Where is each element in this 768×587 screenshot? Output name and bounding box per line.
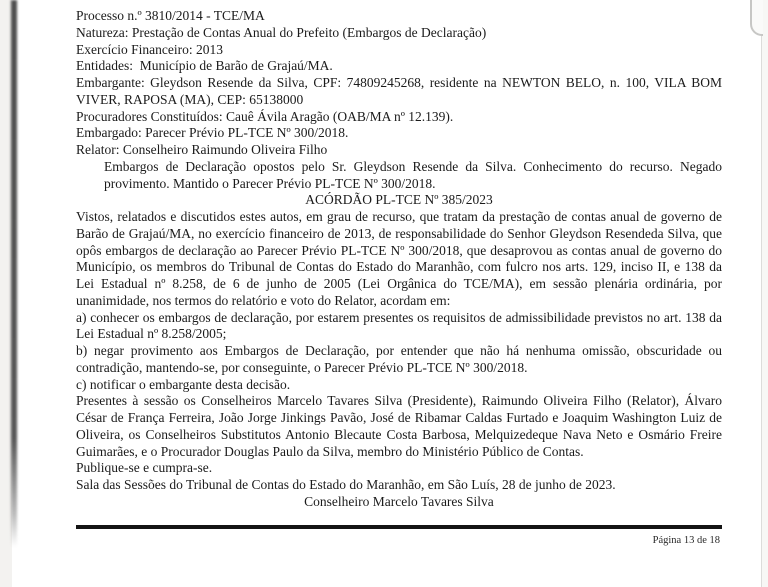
document-page <box>76 8 726 549</box>
ementa-paragraph: Embargos de Declaração opostos pelo Sr. Gleydson Resende da Silva. Conhecimento do recurso. Negado provimento. Mantido o Parecer Prévio PL-TCE Nº 300/2018. <box>104 158 722 191</box>
page-number: Página 13 de 18 <box>652 534 720 546</box>
footer-rule <box>76 525 722 529</box>
paragraph-item-a: a) conhecer os embargos de declaração, por estarem presentes os requisitos de admissibilidade previstos no art. 138 da Lei Estadual nº 8.258/2005; <box>76 309 722 342</box>
page-edge-shadow <box>11 0 17 547</box>
field-relator: Relator: Conselheiro Raimundo Oliveira Filho <box>76 142 328 157</box>
right-gutter <box>762 0 768 587</box>
paragraph-vistos: Vistos, relatados e discutidos estes autos, em grau de recurso, que tratam da prestação de contas anual de governo de Barão de Grajaú/MA, no exercício financeiro de 2013, de responsabilidade do Senhor Gleydson Resendeda Silva, que opôs embargos de declaração ao Parecer Prévio PL-TCE Nº 300/2018, que desaprovou as contas anual de governo do Município, os membros do Tribunal de Contas do Estado do Maranhão, com fulcro nos arts. 129, inciso II, e 138 da Lei Estadual nº 8.258, de 6 de junho de 2005 (Lei Orgânica do TCE/MA), em sessão plenária ordinária, por unanimidade, nos termos do relatório e voto do Relator, acordam em: <box>76 209 722 308</box>
paragraph-presentes: Presentes à sessão os Conselheiros Marcelo Tavares Silva (Presidente), Raimundo Oliveira Filho (Relator), Álvaro César de França Ferreira, João Jorge Jinkings Pavão, José de Ribamar Caldas Furtado e Joaquim Washington Luiz de Oliveira, os Conselheiros Substitutos Antonio Blecaute Costa Barbosa, Melquizedeque Nava Neto e Osmário Freire Guimarães, e o Procurador Douglas Paulo da Silva, membro do Ministério Público de Contas. <box>76 393 722 459</box>
paragraph-sala: Sala das Sessões do Tribunal de Contas do Estado do Maranhão, em São Luís, 28 de junho de 2023. <box>76 477 616 492</box>
paragraph-item-c: c) notificar o embargante desta decisão. <box>76 376 291 392</box>
paragraph-item-b: b) negar provimento aos Embargos de Declaração, por entender que não há nenhuma omissão, obscuridade ou contradição, mantendo-se, por conseguinte, o Parecer Prévio PL-TCE Nº 300/2018. <box>76 343 722 375</box>
field-embargante: Embargante: Gleydson Resende da Silva, CPF: 74809245268, residente na NEWTON BELO, n. 100, VILA BOM VIVER, RAPOSA (MA), CEP: 65138000 <box>76 75 726 107</box>
scrollbar-corner[interactable] <box>750 0 763 36</box>
viewer-border-line <box>761 0 762 587</box>
field-procuradores: Procuradores Constituídos: Cauê Ávila Aragão (OAB/MA nº 12.139). <box>76 108 454 124</box>
acordao-title: ACÓRDÃO PL-TCE Nº 385/2023 <box>305 192 493 208</box>
paragraph-publique: Publique-se e cumpra-se. <box>76 460 213 476</box>
field-embargado: Embargado: Parecer Prévio PL-TCE Nº 300/2018. <box>76 125 349 141</box>
field-natureza: Natureza: Prestação de Contas Anual do Prefeito (Embargos de Declaração) <box>76 24 487 40</box>
field-processo: Processo n.º 3810/2014 - TCE/MA <box>76 8 265 23</box>
field-entidades: Entidades: Município de Barão de Grajaú/MA. <box>76 58 333 74</box>
signature-line: Conselheiro Marcelo Tavares Silva <box>304 493 494 509</box>
field-exercicio: Exercício Financeiro: 2013 <box>76 41 223 57</box>
